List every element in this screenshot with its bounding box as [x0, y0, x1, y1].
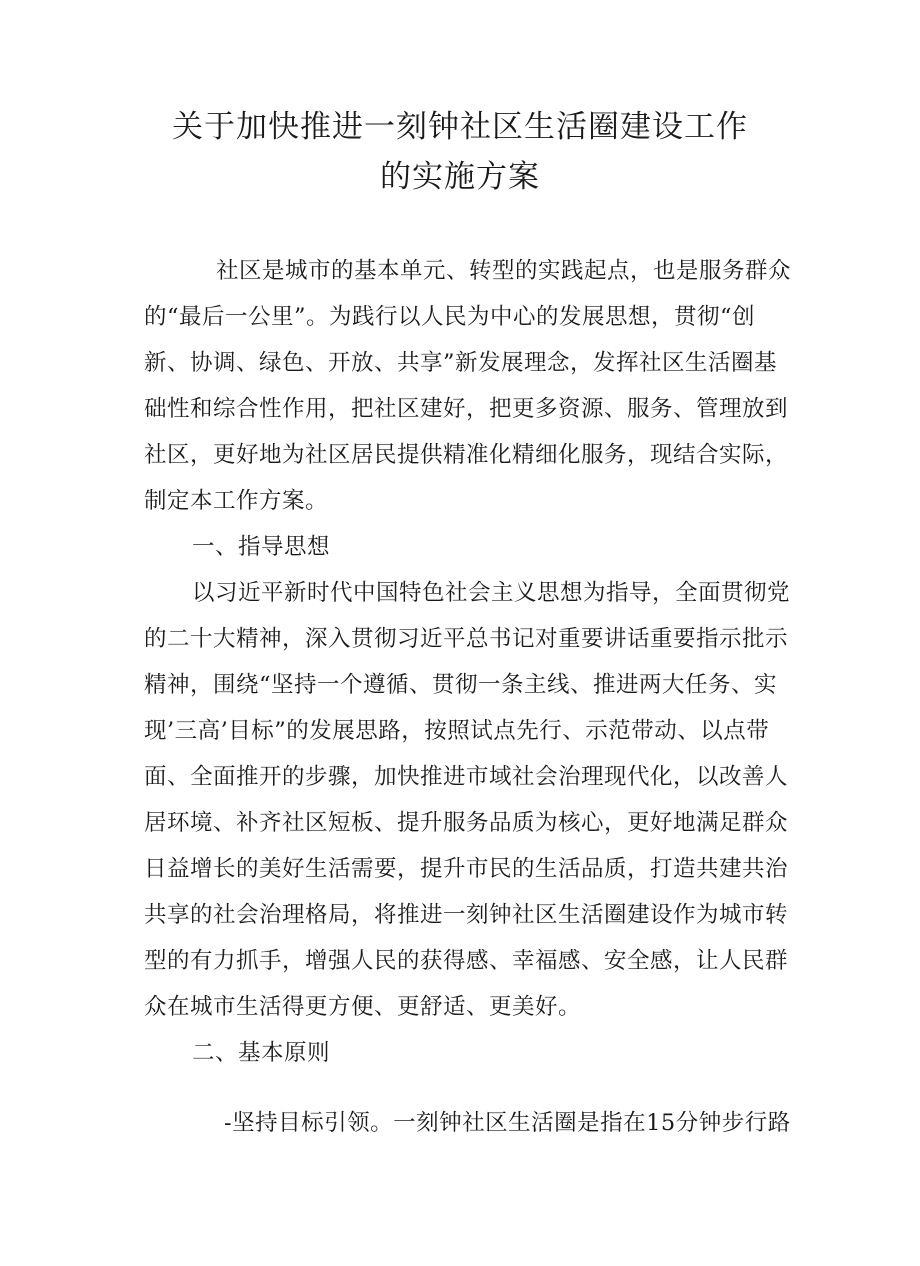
- intro-line: 制定本工作方案。: [144, 488, 329, 514]
- guiding-ideology-paragraph: [144, 570, 791, 1030]
- paragraph-line: 精神，围绕“坚持一个遵循、贯彻一条主线、推进两大任务、实: [144, 672, 778, 698]
- paragraph-line: 共享的社会治理格局，将推进一刻钟社区生活圈建设作为城市转: [144, 902, 789, 928]
- section-heading-guiding-ideology: [144, 524, 784, 570]
- paragraph-line: 现’三高’目标”的发展思路，按照试点先行、示范带动、以点带: [144, 718, 770, 744]
- basic-principles-paragraph: [144, 1100, 791, 1146]
- intro-line: 础性和综合性作用，把社区建好，把更多资源、服务、管理放到: [144, 396, 789, 422]
- paragraph-line: 以习近平新时代中国特色社会主义思想为指导，全面贯彻党: [192, 580, 791, 606]
- intro-line: 的“最后一公里”。为践行以人民为中心的发展思想，贯彻“创: [144, 304, 756, 330]
- section-heading-basic-principles: [144, 1030, 784, 1076]
- intro-line: 社区，更好地为社区居民提供精准化精细化服务，现结合实际，: [144, 442, 789, 468]
- section-heading-text: 二、基本原则: [192, 1040, 331, 1066]
- paragraph-line: 的二十大精神，深入贯彻习近平总书记对重要讲话重要指示批示: [144, 626, 789, 652]
- intro-paragraph: [144, 248, 792, 524]
- section-heading-text: 一、指导思想: [192, 534, 331, 560]
- paragraph-line: 型的有力抓手，增强人民的获得感、幸福感、安全感，让人民群: [144, 948, 789, 974]
- document-title-line-1: 关于加快推进一刻钟社区生活圈建设工作: [172, 109, 748, 145]
- document-title-line-2: 的实施方案: [380, 159, 540, 195]
- paragraph-line: -坚持目标引领。一刻钟社区生活圈是指在15分钟步行路: [224, 1110, 791, 1136]
- paragraph-line: 日益增长的美好生活需要，提升市民的生活品质，打造共建共治: [144, 856, 789, 882]
- intro-line: 新、协调、绿色、开放、共享”新发展理念，发挥社区生活圈基: [144, 350, 778, 376]
- paragraph-line: 众在城市生活得更方便、更舒适、更美好。: [144, 994, 582, 1020]
- paragraph-line: 面、全面推开的步骤，加快推进市域社会治理现代化，以改善人: [144, 764, 789, 790]
- intro-line: 社区是城市的基本单元、转型的实践起点，也是服务群众: [216, 258, 792, 284]
- paragraph-line: 居环境、补齐社区短板、提升服务品质为核心，更好地满足群众: [144, 810, 789, 836]
